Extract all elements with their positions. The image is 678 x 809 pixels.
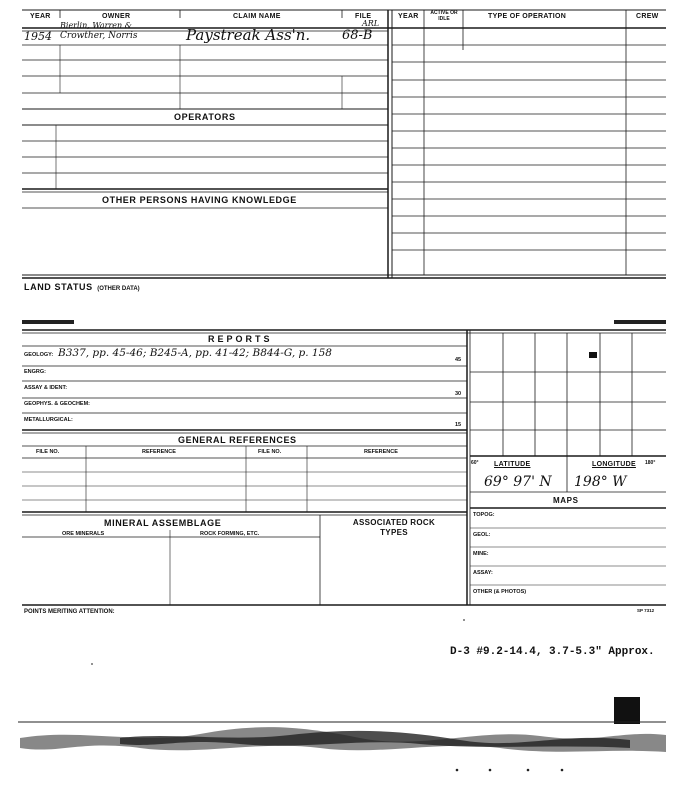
entry-owner-line-1: Bierlin, Warren & <box>60 21 132 30</box>
reports-heading: REPORTS <box>208 334 273 344</box>
header-claim-name: CLAIM NAME <box>233 13 281 20</box>
scan-artifact-band <box>18 619 666 771</box>
geology-label: GEOLOGY: <box>24 352 54 358</box>
lat-prefix: 60° <box>471 460 479 466</box>
maps-heading: MAPS <box>553 496 579 505</box>
entry-file-line-2: 68-B <box>342 28 373 43</box>
ref-reference-2: REFERENCE <box>364 449 398 455</box>
points-meriting-attention-label: POINTS MERITING ATTENTION: <box>24 609 115 615</box>
geology-value: B337, pp. 45-46; B245-A, pp. 41-42; B844-G, p. 158 <box>58 347 332 359</box>
typed-note: D-3 #9.2-14.4, 3.7-5.3" Approx. <box>450 646 655 658</box>
header-active-or-idle: ACTIVE OR IDLE <box>430 10 458 22</box>
maps-mine: MINE: <box>473 551 489 557</box>
number-15: 15 <box>455 422 462 428</box>
maps-geol: GEOL: <box>473 532 491 538</box>
entry-file-line-1: ARL <box>362 19 380 28</box>
associated-rock-types-heading: ASSOCIATED ROCK TYPES <box>352 518 436 537</box>
mineral-assemblage-heading: MINERAL ASSEMBLAGE <box>104 518 222 528</box>
ref-file-no-2: FILE NO. <box>258 449 282 455</box>
metallurgical-label: METALLURGICAL: <box>24 417 73 423</box>
land-status-label: LAND STATUS <box>24 282 93 292</box>
header-year: YEAR <box>30 13 51 20</box>
number-45: 45 <box>455 357 462 363</box>
operators-heading: OPERATORS <box>174 112 236 122</box>
geophys-label: GEOPHYS. & GEOCHEM: <box>24 401 91 407</box>
entry-claim-name: Paystreak Ass'n. <box>186 26 311 44</box>
number-30: 30 <box>455 391 462 397</box>
rock-forming-label: ROCK FORMING, ETC. <box>200 531 260 537</box>
header-crew: CREW <box>636 13 659 20</box>
other-persons-heading: OTHER PERSONS HAVING KNOWLEDGE <box>102 195 297 205</box>
maps-assay: ASSAY: <box>473 570 493 576</box>
engrg-label: ENGRG: <box>24 369 46 375</box>
ref-file-no-1: FILE NO. <box>36 449 60 455</box>
land-status-sub: (OTHER DATA) <box>97 286 140 292</box>
longitude-value: 198° W <box>574 474 627 490</box>
header-type-of-operation: TYPE OF OPERATION <box>488 13 567 20</box>
longitude-label: LONGITUDE <box>592 461 636 468</box>
ref-reference-1: REFERENCE <box>142 449 176 455</box>
header-year-2: YEAR <box>398 13 419 20</box>
maps-other: OTHER (& PHOTOS) <box>473 589 527 595</box>
entry-owner-line-2: Crowther, Norris <box>60 31 138 41</box>
lon-suffix: 180° <box>645 460 656 466</box>
general-references-heading: GENERAL REFERENCES <box>178 435 297 445</box>
latitude-value: 69° 97' N <box>484 474 552 490</box>
land-status-heading <box>24 277 140 295</box>
latitude-label: LATITUDE <box>494 461 531 468</box>
maps-topog: TOPOG: <box>473 512 495 518</box>
ore-minerals-label: ORE MINERALS <box>62 531 105 537</box>
entry-year: 1954 <box>24 30 52 43</box>
form-number: SP 7312 <box>637 608 655 613</box>
header-file: FILE <box>355 13 372 20</box>
header-owner: OWNER <box>102 13 131 20</box>
assay-label: ASSAY & IDENT: <box>24 385 68 391</box>
